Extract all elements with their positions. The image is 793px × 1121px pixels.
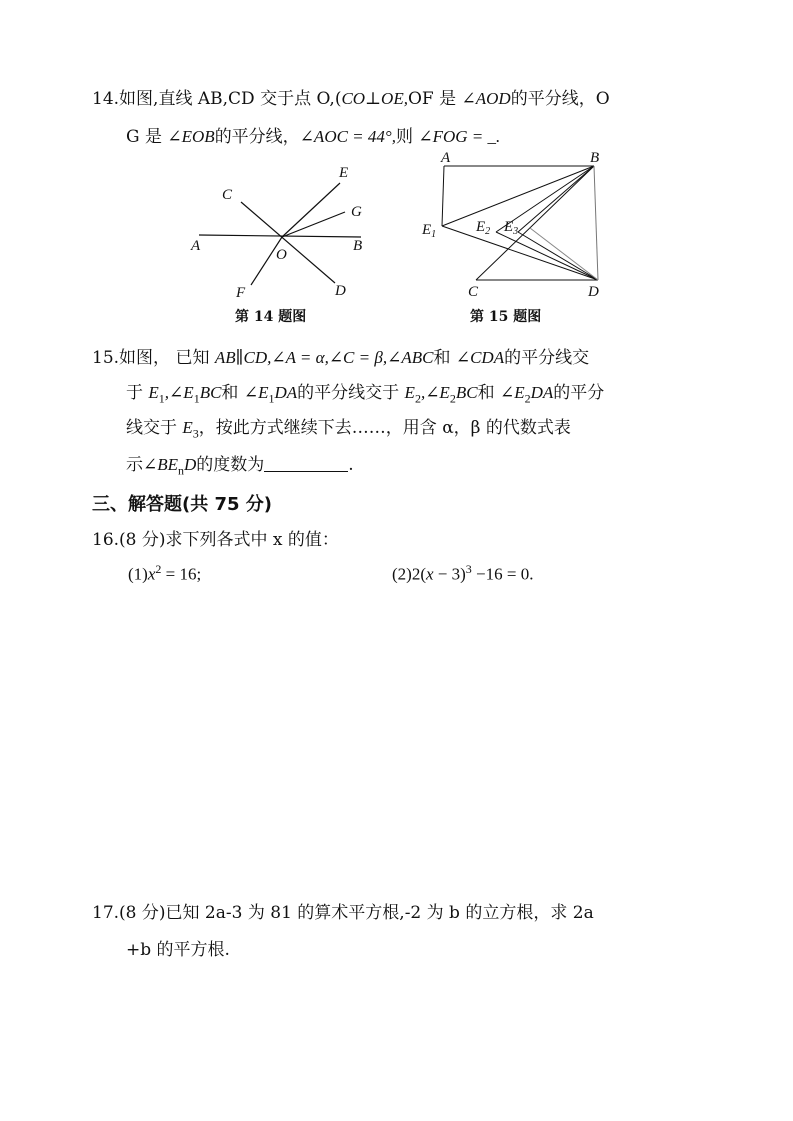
label-e: E — [339, 165, 349, 181]
q15-line-2: 于 $E_1,\angle E_1BC$和 $\angle E_1DA$的平分线交于 $E_2,\angle E_2BC$和 $\angle E_2DA$的平分 — [126, 383, 605, 406]
segment-e2-d — [496, 232, 598, 280]
label-b: B — [590, 150, 600, 166]
segment-mid-d-gray — [530, 228, 598, 280]
line-cd — [241, 202, 335, 283]
caption-fig-14: 第 14 题图 — [235, 309, 307, 325]
q14-line-1: 14.如图,直线 AB,CD 交于点 O,(CO⊥OE,OF 是 ∠AOD的平分线，O — [92, 89, 610, 109]
label-c: C — [222, 187, 233, 203]
label-e3: $E_3$ — [504, 219, 519, 237]
segment-e1-d — [442, 226, 598, 280]
section-heading: 三、解答题(共 75 分) — [92, 494, 273, 515]
label-d: D — [335, 283, 346, 299]
caption-fig-15: 第 15 题图 — [470, 309, 542, 325]
label-o: O — [276, 247, 287, 263]
segment-b-d-gray-1 — [594, 166, 598, 280]
segment-a-e1 — [442, 166, 444, 226]
q15-line-3: 线交于 $E_3$，按此方式继续下去……，用含 α，β 的代数式表 — [126, 418, 571, 441]
figure-15 — [418, 148, 618, 298]
label-e1: $E_1$ — [422, 222, 437, 240]
q16-part-1: $(1)x^2 = 16$; — [128, 562, 202, 584]
label-d: D — [588, 284, 599, 298]
q14-line-2: G 是 ∠EOB的平分线，∠AOC = 44°,则 ∠FOG = _. — [126, 127, 501, 147]
label-g: G — [351, 204, 362, 220]
ray-oe — [282, 183, 340, 237]
q15-line-4: 示$\angle BE_nD$的度数为 . — [126, 455, 354, 478]
q17-line-1: 17.(8 分)已知 2a-3 为 81 的算术平方根,-2 为 b 的立方根，求 2a — [92, 903, 594, 923]
q17-line-2: +b 的平方根. — [126, 940, 230, 960]
label-a: A — [191, 238, 201, 254]
ray-og — [282, 212, 345, 237]
label-f: F — [236, 285, 246, 301]
segment-e3-b — [518, 166, 594, 232]
label-e2: $E_2$ — [476, 219, 491, 237]
q16-line-1: 16.(8 分)求下列各式中 x 的值： — [92, 530, 339, 550]
label-c: C — [468, 284, 479, 298]
q16-part-2: $(2)2(x - 3)^3 -16 = 0$. — [392, 562, 534, 584]
label-b: B — [353, 238, 363, 254]
answer-blank — [264, 455, 348, 472]
figure-14 — [185, 155, 385, 305]
q15-line-1: 15.如图， 已知 AB∥CD,∠A = α,∠C = β,∠ABC和 ∠CDA的平分线交 — [92, 348, 590, 368]
label-a: A — [441, 150, 451, 166]
